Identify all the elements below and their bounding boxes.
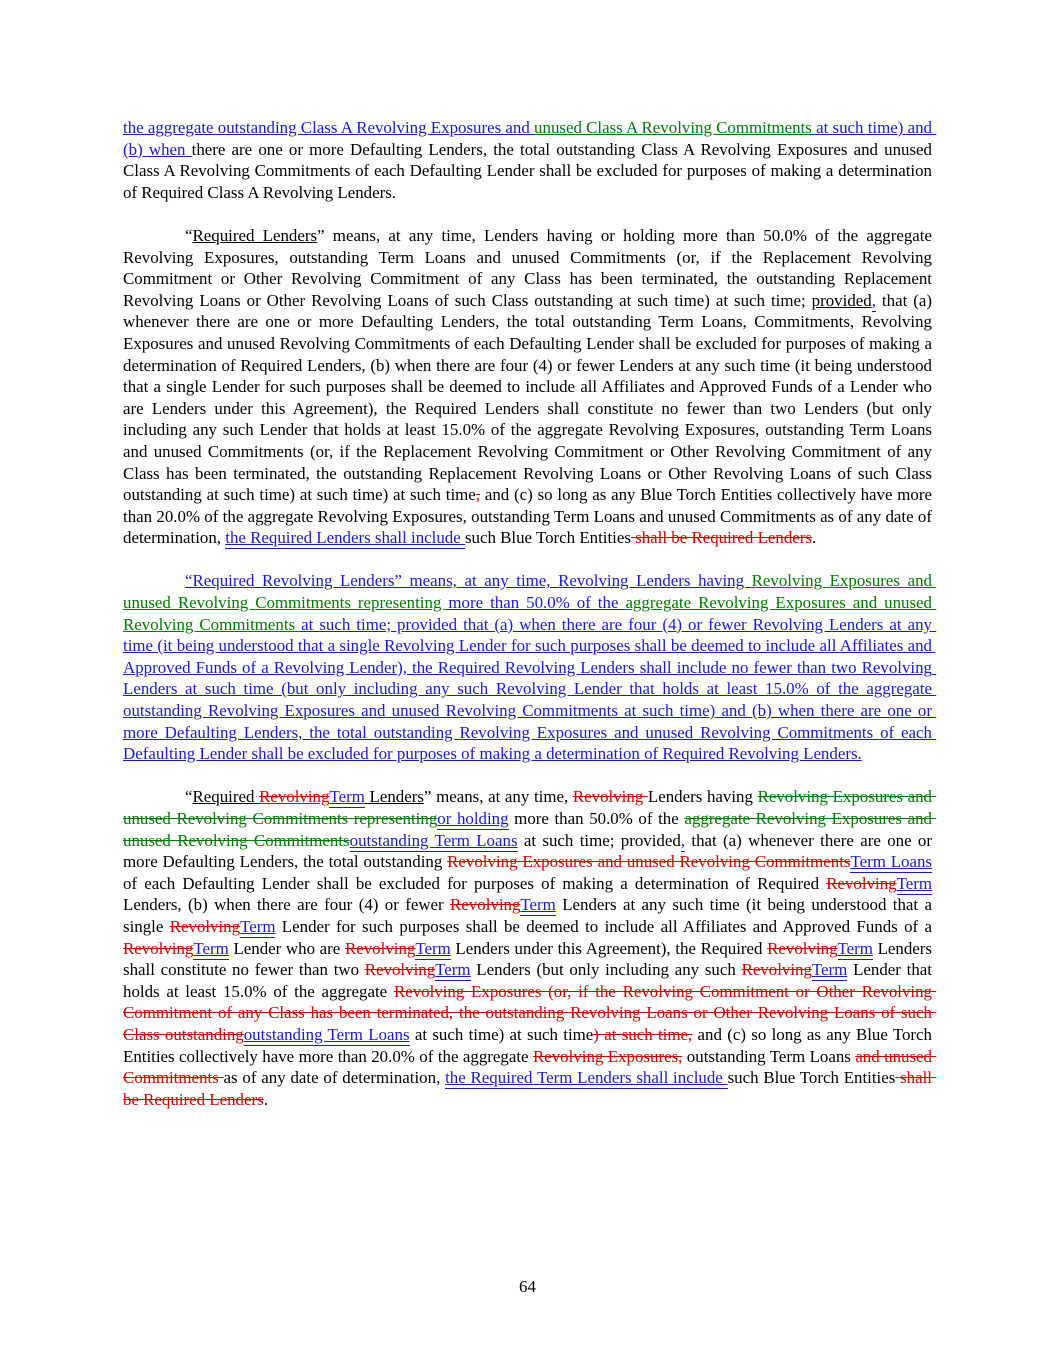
text-run: Lenders having (647, 787, 758, 807)
deleted-text-run-green: Revolving Exposures and unused Revolving Commitments representing (123, 787, 937, 828)
deleted-text-run: Revolving Exposures (or, if the Revolving Commitment or Other Revolving Commitment of any Class has been terminated, the outstanding Revolving Loans or Other Revolving Loans of such Class outstanding (123, 981, 937, 1044)
text-run: . (811, 528, 817, 548)
inserted-text-run: or holding (437, 809, 509, 828)
deleted-text-run: Revolving (344, 938, 416, 958)
text-run: “ (185, 225, 193, 245)
text-run: that (a) whenever there are one or more Defaulting Lenders, the total outstanding Term Loans, Commitments, Revolving Exposures and unused Revolving Commitments of each Defaulting Lender shall be excluded for purposes of making a determination of Required Lenders, (b) when there are four (4) or fewer Lenders at any such time (it being understood that a single Lender for such purposes shall be deemed to include all Affiliates and Approved Funds of a Lender who are Lenders under this Agreement), the Required Lenders shall constitute no fewer than two Lenders (but only including any such Lender that holds at least 15.0% of the aggregate Revolving Exposures, outstanding Term Loans and unused Commitments (or, if the Replacement Revolving Commitment or Other Revolving Commitment of any Class has been terminated, the outstanding Replacement Revolving Loans or Other Revolving Loans of such Class outstanding at such time) at such time) at such time (123, 290, 937, 505)
deleted-text-run: Revolving (259, 787, 330, 807)
deleted-text-run: Revolving (741, 960, 812, 980)
text-run: and (c) so long as any Blue Torch Entities collectively have more than 20.0% of the aggregate (123, 1024, 937, 1066)
text-run: Lenders under this Agreement), the Required (450, 938, 768, 958)
deleted-text-run: Revolving (572, 787, 648, 807)
text-run: Lender for such purposes shall be deemed to include all Affiliates and Approved Funds of a (275, 916, 937, 936)
inserted-text-run: the Required Term Lenders shall include (445, 1068, 728, 1088)
underlined-text-run: Required (192, 787, 260, 807)
deleted-text-run-green: aggregate Revolving Exposures and unused Revolving Commitments (123, 809, 937, 850)
text-run: of each Defaulting Lender shall be excluded for purposes of making a determination of Required (123, 852, 937, 893)
deleted-text-run: shall be Required Lenders (630, 528, 812, 548)
text-run: such Blue Torch Entities (464, 528, 631, 548)
text-run: at such time) at such time (409, 1024, 594, 1044)
inserted-text-run-green: aggregate Revolving Exposures and unused Revolving Commitments (123, 593, 937, 634)
inserted-text-run: Term (520, 895, 556, 915)
text-run: ” means, at any time, (423, 787, 573, 807)
text-run: Lender that holds at least 15.0% of the aggregate (123, 960, 937, 1001)
deleted-text-run: Revolving Exposures and unused Revolving Commitments (447, 852, 851, 872)
deleted-text-run: Revolving (767, 938, 838, 958)
inserted-text-run: the aggregate outstanding Class A Revolving Exposures and (123, 118, 535, 137)
document-body (123, 117, 937, 1110)
underlined-text-run: provided (811, 290, 872, 310)
deleted-text-run: , (475, 485, 481, 505)
deleted-text-run: Revolving (123, 938, 194, 958)
text-run: outstanding Term Loans (682, 1046, 856, 1066)
inserted-text-run-green: Revolving Exposures and unused Revolving Commitments representing (123, 571, 937, 613)
inserted-text-run: Term (415, 938, 451, 958)
deleted-text-run: and unused Commitments (123, 1046, 937, 1088)
paragraph-required-term-lenders-definition (123, 786, 937, 1110)
text-run: Lenders, (b) when there are four (4) or fewer (123, 873, 937, 915)
text-run: and (c) so long as any Blue Torch Entities collectively have more than 20.0% of the aggregate Revolving Exposures, outstanding Term Loans and unused Commitments as of any date of determination, (123, 485, 937, 548)
deleted-text-run: Revolving (169, 916, 241, 936)
deleted-text-run: shall be Required Lenders (123, 1068, 937, 1109)
inserted-text-run: Term (435, 960, 471, 980)
deleted-text-run: Revolving (364, 960, 436, 980)
underlined-text-run: Required Lenders (192, 225, 318, 245)
inserted-text-run: Term (329, 787, 365, 807)
inserted-text-run: , (871, 290, 876, 310)
text-run: Lenders shall constitute no fewer than two (123, 938, 937, 980)
text-run: . (263, 1089, 268, 1109)
page-number: 64 (519, 1277, 536, 1296)
inserted-text-run: Term (896, 873, 932, 893)
text-run: Lenders (but only including any such (470, 960, 742, 980)
inserted-text-run: at such time; provided that (a) when there are four (4) or fewer Revolving Lenders at any time (it being understood that a single Revolving Lender for such purposes shall be deemed to include all Affiliates and Approved Funds of a Revolving Lender), the Required Revolving Lenders shall include no fewer than two Revolving Lenders at such time (but only including any such Revolving Lender that holds at least 15.0% of the aggregate outstanding Revolving Exposures and unused Revolving Commitments at such time) and (b) when there are one or more Defaulting Lenders, the total outstanding Revolving Exposures and unused Revolving Commitments of each Defaulting Lender shall be excluded for purposes of making a determination of Required Revolving Lenders. (123, 614, 937, 764)
text-run: more than 50.0% of the (508, 809, 685, 828)
text-run: ” means, at any time, Lenders having or holding more than 50.0% of the aggregate Revolving Exposures, outstanding Term Loans and unused Commitments (or, if the Replacement Revolving Commitment or Other Revolving Commitment of any Class has been terminated, the outstanding Replacement Revolving Loans or Other Revolving Loans of such Class outstanding at such time) at such time; (123, 225, 937, 310)
inserted-text-run: Term (193, 938, 229, 958)
deleted-text-run: Revolving (450, 895, 521, 915)
text-run: Lenders at any such time (it being understood that a single (123, 895, 937, 936)
deleted-text-run: ) at such time, (593, 1024, 693, 1044)
inserted-text-run: , (680, 830, 686, 850)
text-run: that (a) whenever there are one or more Defaulting Lenders, the total outstanding (123, 830, 937, 872)
inserted-text-run: at such time) and (b) when (123, 118, 937, 159)
inserted-text-run-green: unused Class A Revolving Commitments (534, 118, 812, 137)
paragraph-class-a-revolving-lenders (123, 117, 937, 203)
text-run: at such time; provided (517, 830, 681, 850)
inserted-text-run: the Required Lenders shall include (225, 528, 465, 548)
underlined-text-run: Lenders (364, 787, 424, 807)
inserted-text-run: “Required Revolving Lenders” means, at any time, Revolving Lenders having (185, 571, 752, 591)
deleted-text-run: Revolving (826, 873, 897, 893)
paragraph-required-revolving-lenders-definition (123, 570, 937, 764)
inserted-text-run: outstanding Term Loans (349, 830, 518, 850)
text-run: as of any date of determination, (223, 1068, 446, 1088)
text-run: Lender who are (228, 938, 345, 958)
text-run: such Blue Torch Entities (727, 1068, 896, 1088)
inserted-text-run: outstanding Term Loans (243, 1024, 410, 1044)
paragraph-required-lenders-definition (123, 225, 937, 549)
inserted-text-run: more than 50.0% of the (448, 593, 626, 613)
text-run: there are one or more Defaulting Lenders, the total outstanding Class A Revolving Exposures and unused Class A Revolving Commitments of each Defaulting Lender shall be excluded for purposes of making a determination of Required Class A Revolving Lenders. (123, 139, 937, 202)
inserted-text-run: Term (811, 960, 848, 980)
inserted-text-run: Term Loans (850, 852, 932, 872)
inserted-text-run: Term (240, 916, 276, 936)
deleted-text-run: Revolving Exposures, (532, 1046, 683, 1066)
text-run: “ (185, 787, 193, 807)
inserted-text-run: Term (837, 938, 873, 958)
